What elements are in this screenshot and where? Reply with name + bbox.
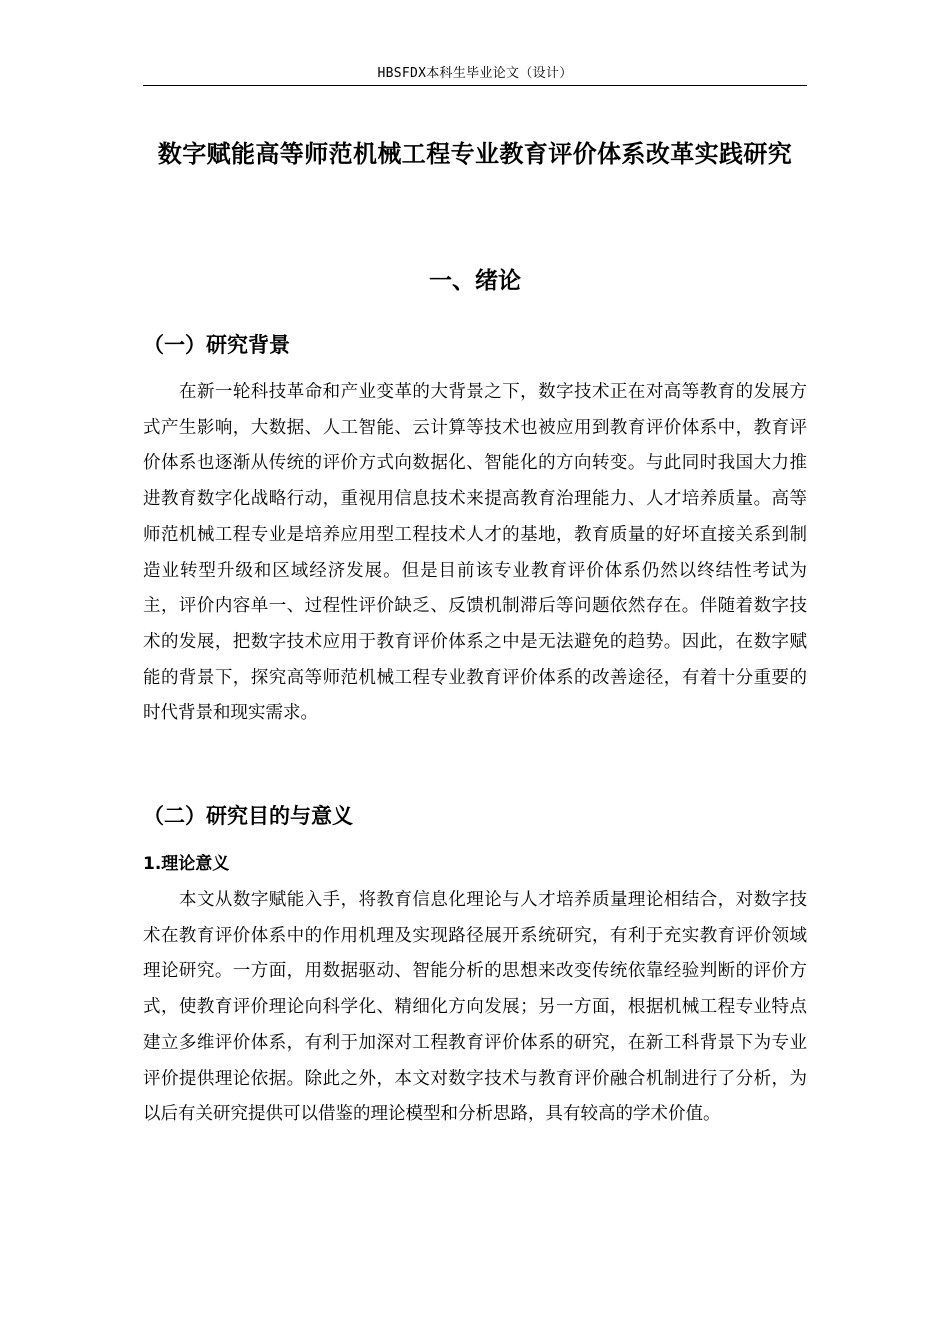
paragraph-theory: 本文从数字赋能入手，将教育信息化理论与人才培养质量理论相结合，对数字技术在教育评价体系中的作用机理及实现路径展开系统研究，有利于充实教育评价领域理论研究。一方面，用数据驱动、智能分析的思想来改变传统依靠经验判断的评价方式，使教育评价理论向科学化、精细化方向发展；另一方面，根据机械工程专业特点建立多维评价体系，有利于加深对工程教育评价体系的研究，在新工科背景下为专业评价提供理论依据。除此之外，本文对数字技术与教育评价融合机制进行了分析，为以后有关研究提供可以借鉴的理论模型和分析思路，具有较高的学术价值。: [143, 890, 807, 1125]
document-title: 数字赋能高等师范机械工程专业教育评价体系改革实践研究: [157, 140, 793, 168]
running-header: HBSFDX本科生毕业论文（设计）: [377, 66, 573, 81]
paragraph-background: 在新一轮科技革命和产业变革的大背景之下，数字技术正在对高等教育的发展方式产生影响，大数据、人工智能、云计算等技术也被应用到教育评价体系中，教育评价体系也逐渐从传统的评价方式向数据化、智能化的方向转变。与此同时我国大力推进教育数字化战略行动，重视用信息技术来提高教育治理能力、人才培养质量。高等师范机械工程专业是培养应用型工程技术人才的基地，教育质量的好坏直接关系到制造业转型升级和区域经济发展。但是目前该专业教育评价体系仍然以终结性考试为主，评价内容单一、过程性评价缺乏、反馈机制滞后等问题依然存在。伴随着数字技术的发展，把数字技术应用于教育评价体系之中是无法避免的趋势。因此，在数字赋能的背景下，探究高等师范机械工程专业教育评价体系的改善途径，有着十分重要的时代背景和现实需求。: [143, 382, 807, 724]
subsection-heading-theory: 1.理论意义: [143, 854, 230, 874]
section-heading-background: （一）研究背景: [143, 333, 290, 357]
section-heading-purpose: （二）研究目的与意义: [143, 804, 353, 828]
chapter-heading: 一、绪论: [429, 268, 521, 294]
header-rule: [143, 85, 807, 86]
